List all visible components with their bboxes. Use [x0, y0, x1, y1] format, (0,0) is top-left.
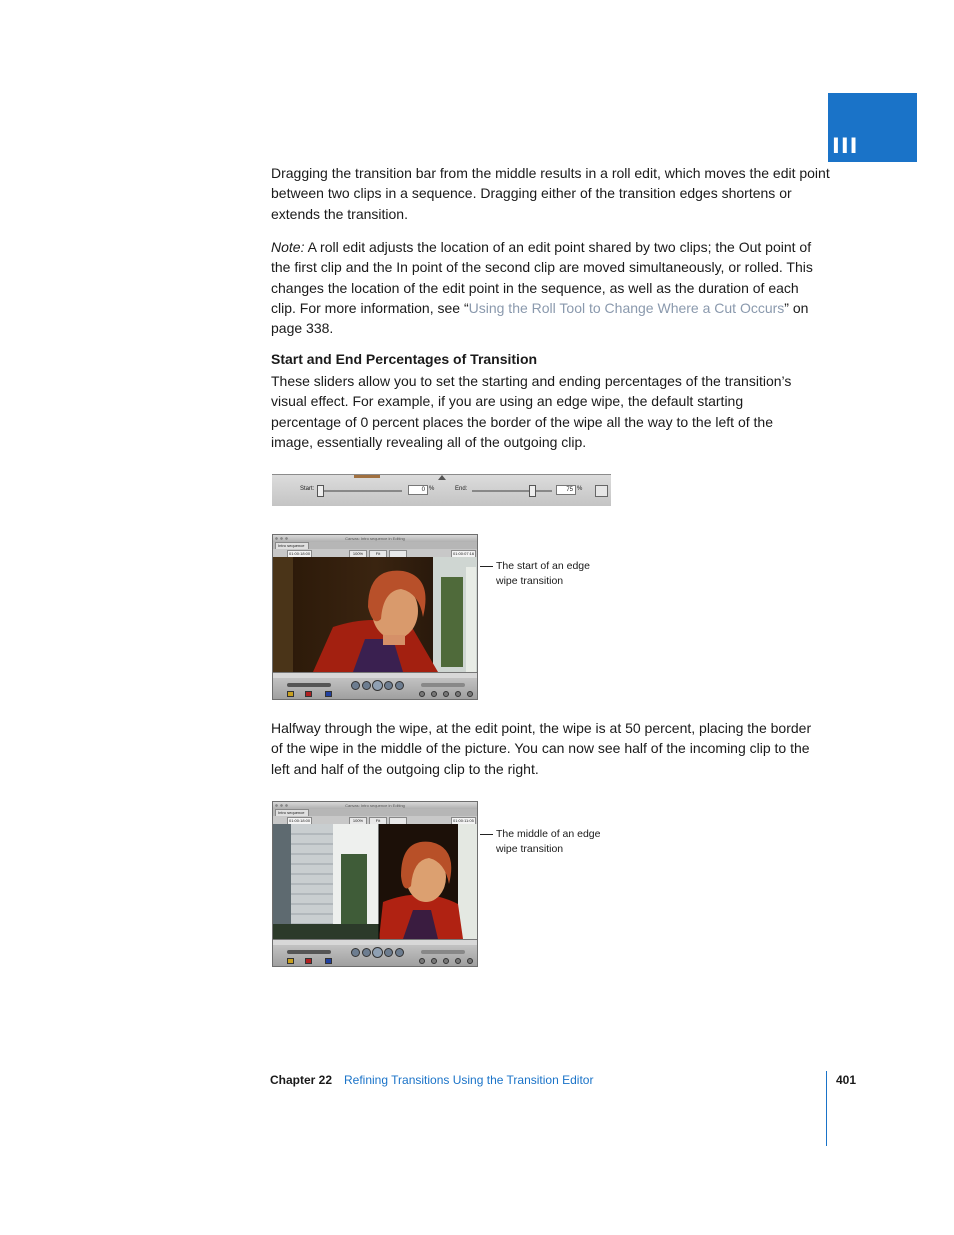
page-number: 401 [836, 1073, 857, 1087]
section-heading: Start and End Percentages of Transition [271, 351, 538, 367]
cross-reference-link[interactable]: Using the Roll Tool to Change Where a Cut Occurs [468, 299, 785, 316]
callout-start [496, 559, 590, 589]
end-value-field[interactable]: 75 [556, 485, 576, 495]
end-slider-thumb[interactable] [529, 485, 536, 497]
canvas-toolbar [273, 816, 477, 824]
mark-in-button[interactable] [419, 958, 425, 964]
duration-timecode[interactable]: 01:00:18:00 [289, 551, 311, 556]
start-value-field[interactable]: 0 [408, 485, 428, 495]
paragraph-halfway: Halfway through the wipe, at the edit point, the wipe is at 50 percent, placing the border of the wipe in the middle of the picture. You can now see half of the incoming clip to the left and half of the outgoing clip to the right. [271, 720, 812, 777]
edge-wipe-image [273, 824, 477, 939]
section-tab [828, 93, 917, 162]
play-in-out-button[interactable] [362, 681, 371, 690]
window-buttons-icon[interactable] [275, 537, 289, 540]
window-title: Canvas: Intro sequence in Editing [273, 535, 477, 542]
jog-control[interactable] [287, 683, 331, 687]
insert-edit-button[interactable] [287, 958, 294, 964]
canvas-toolbar [273, 549, 477, 557]
window-title: Canvas: Intro sequence in Editing [273, 802, 477, 809]
play-around-button[interactable] [384, 948, 393, 957]
zoom-popup[interactable]: 100% [349, 550, 367, 558]
end-label: End: [455, 486, 468, 492]
end-slider-track[interactable] [472, 490, 552, 492]
mark-out-button[interactable] [431, 958, 437, 964]
play-button[interactable] [372, 680, 383, 691]
add-keyframe-button[interactable] [455, 691, 461, 697]
callout-line-middle [480, 834, 493, 835]
options-menu-button[interactable] [595, 485, 608, 497]
paragraph-sliders: These sliders allow you to set the starting and ending percentages of the transition’s visual effect. For example, if you are using an edge wipe, the default starting percentage of 0 percent places the border of the wipe all the way to the left of the image, essentially revealing all of the outgoing clip. [271, 373, 792, 450]
play-around-button[interactable] [384, 681, 393, 690]
add-marker-button[interactable] [443, 691, 449, 697]
zoom-popup[interactable]: 100% [349, 817, 367, 825]
note-label: Note: [271, 239, 305, 255]
add-marker-button[interactable] [443, 958, 449, 964]
replace-edit-button[interactable] [325, 958, 332, 964]
current-timecode[interactable]: 01:00:11:05 [453, 818, 474, 823]
section-tab-label: III [832, 134, 859, 158]
add-keyframe-button[interactable] [455, 958, 461, 964]
jog-control[interactable] [287, 950, 331, 954]
previous-edit-button[interactable] [351, 681, 360, 690]
current-timecode[interactable]: 01:00:07:16 [453, 551, 475, 556]
insert-edit-button[interactable] [287, 691, 294, 697]
play-in-out-button[interactable] [362, 948, 371, 957]
note-text: A roll edit adjusts the location of an edit point shared by two clips; the Out point of the first clip and the In point of the second clip are moved simultaneously, or rolled. This changes the location of the edit point in the sequence, as well as the duration of each clip. For more information, see “ [271, 239, 813, 316]
play-button[interactable] [372, 947, 383, 958]
canvas-window-middle [272, 801, 478, 967]
video-frame-start [273, 557, 477, 672]
paragraph-roll-edit: Dragging the transition bar from the middle results in a roll edit, which moves the edit point between two clips in a sequence. Dragging either of the transition edges shortens or extends the transition. [271, 165, 830, 222]
start-percent-sign: % [429, 486, 435, 492]
footer-chapter-title[interactable]: Refining Transitions Using the Transition Editor [344, 1073, 594, 1087]
shuttle-control[interactable] [421, 950, 465, 954]
start-slider-thumb[interactable] [317, 485, 324, 497]
playhead-marker-icon [438, 475, 446, 480]
next-edit-button[interactable] [395, 948, 404, 957]
transition-percentage-sliders [272, 474, 611, 506]
window-buttons-icon[interactable] [275, 804, 289, 807]
callout-middle-line1: The middle of an edge [496, 828, 601, 840]
mark-in-button[interactable] [419, 691, 425, 697]
transport-controls [273, 945, 477, 967]
overwrite-edit-button[interactable] [305, 691, 312, 697]
note-tail: ” on page 338. [271, 299, 809, 337]
start-slider-track[interactable] [320, 490, 402, 492]
callout-start-line2: wipe transition [496, 575, 564, 587]
canvas-window-start [272, 534, 478, 700]
shuttle-control[interactable] [421, 683, 465, 687]
match-frame-button[interactable] [467, 691, 473, 697]
replace-edit-button[interactable] [325, 691, 332, 697]
view-popup[interactable]: Fit [369, 550, 387, 558]
end-percent-sign: % [577, 486, 583, 492]
mark-out-button[interactable] [431, 691, 437, 697]
callout-line-start [480, 566, 493, 567]
callout-middle [496, 827, 601, 857]
callout-start-line1: The start of an edge [496, 560, 590, 572]
callout-middle-line2: wipe transition [496, 843, 564, 855]
start-label: Start: [300, 486, 315, 492]
woman-clip-image [273, 557, 477, 672]
next-edit-button[interactable] [395, 681, 404, 690]
note-paragraph [271, 237, 827, 338]
duration-timecode[interactable]: 01:00:18:00 [289, 818, 311, 823]
sequence-tab[interactable]: Intro sequence [275, 809, 309, 816]
footer-chapter: Chapter 22 [270, 1073, 333, 1087]
footer-divider [826, 1071, 827, 1146]
match-frame-button[interactable] [467, 958, 473, 964]
video-frame-middle [273, 824, 477, 939]
transport-controls [273, 678, 477, 700]
view-popup[interactable]: Fit [369, 817, 387, 825]
transition-bar [354, 475, 380, 478]
previous-edit-button[interactable] [351, 948, 360, 957]
sequence-tab[interactable]: Intro sequence [275, 542, 309, 549]
overwrite-edit-button[interactable] [305, 958, 312, 964]
